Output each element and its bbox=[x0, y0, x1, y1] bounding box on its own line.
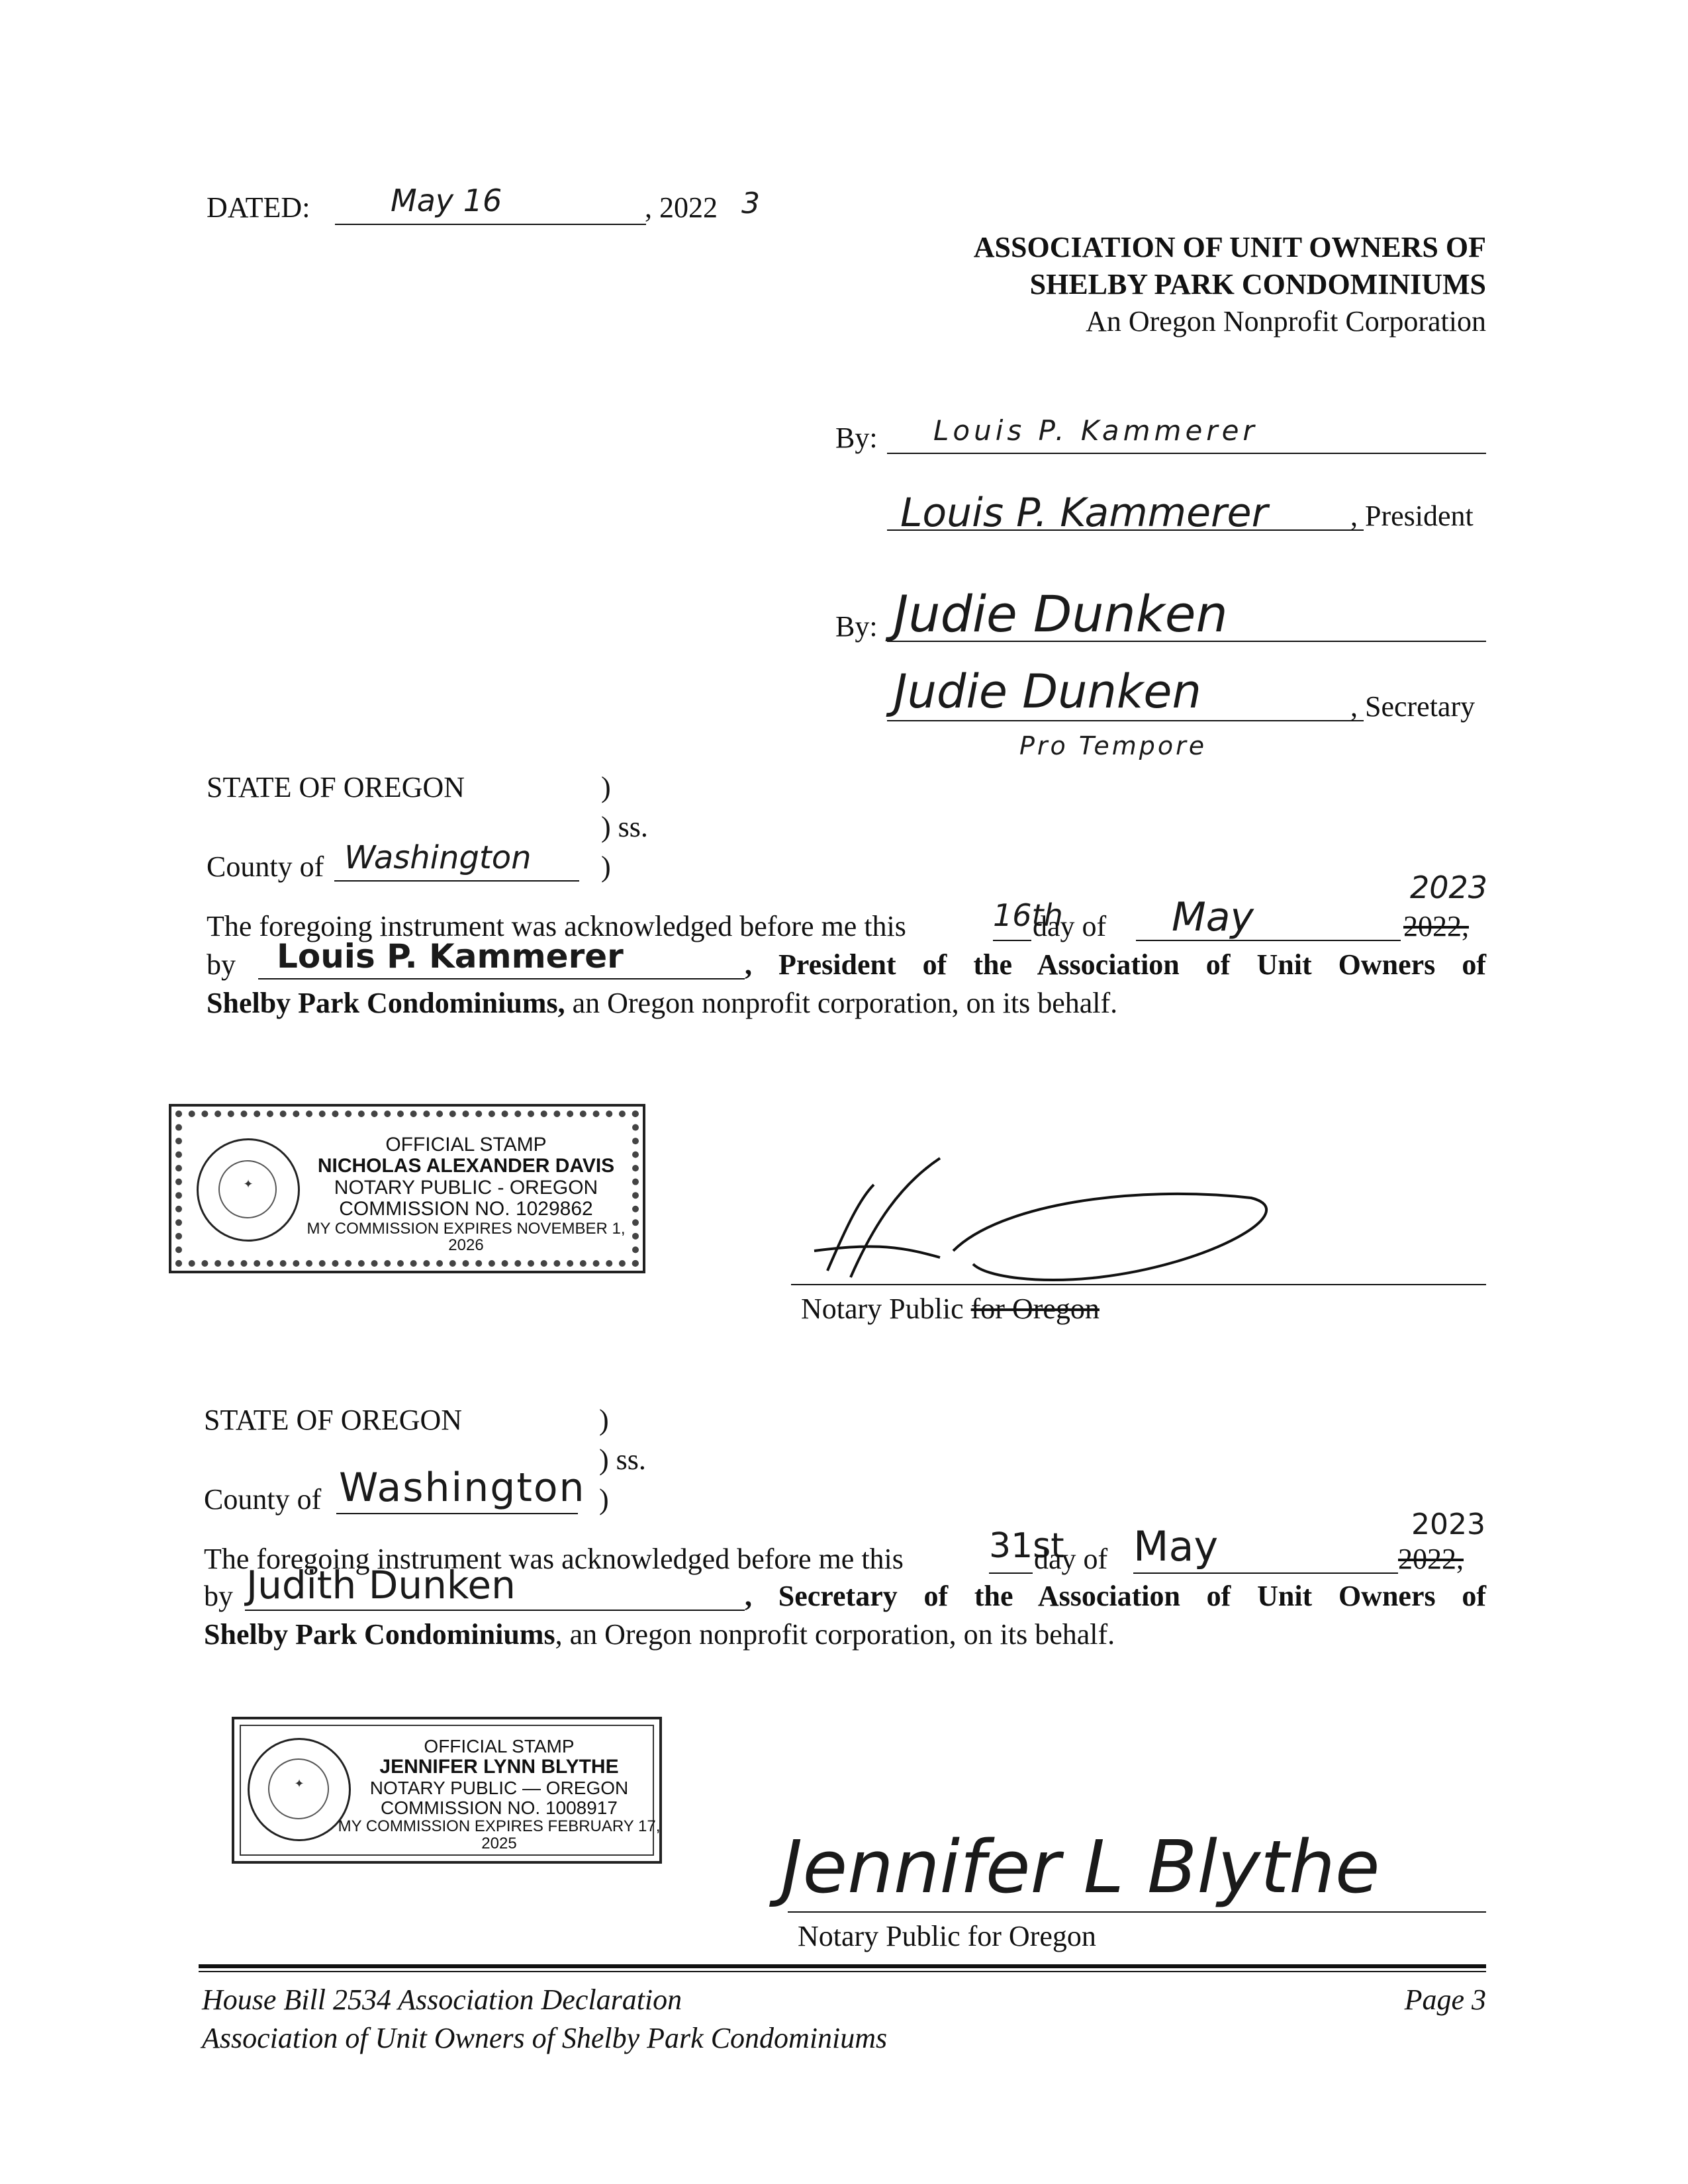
ack1-county-label: County of bbox=[207, 850, 324, 883]
dated-year-correction: 3 bbox=[741, 187, 760, 220]
dated-handwritten-date: May 16 bbox=[391, 183, 502, 218]
ack2-ss: ) ss. bbox=[599, 1443, 646, 1476]
stamp2-line4: COMMISSION NO. 1008917 bbox=[381, 1797, 618, 1818]
ack1-county-line bbox=[334, 880, 579, 882]
notary1-line bbox=[791, 1284, 1486, 1285]
stamp2-line5: MY COMMISSION EXPIRES FEBRUARY 17, 2025 bbox=[338, 1817, 661, 1852]
ack1-paren1: ) bbox=[601, 771, 611, 803]
ack1-county-value: Washington bbox=[344, 839, 532, 876]
ack1-name-line bbox=[258, 978, 745, 979]
ack1-year-struck: 2022, bbox=[1403, 910, 1469, 942]
pro-tempore: Pro Tempore bbox=[1019, 731, 1207, 760]
dated-year: , 2022 bbox=[645, 191, 718, 224]
ack2-month-line bbox=[1133, 1572, 1398, 1574]
ack2-state: STATE OF OREGON bbox=[204, 1404, 463, 1436]
stamp2-line1: OFFICIAL STAMP bbox=[424, 1736, 575, 1756]
ack2-dayof: day of bbox=[1034, 1543, 1108, 1575]
ack2-county-line bbox=[336, 1513, 578, 1514]
ack1-dayof: day of bbox=[1033, 910, 1107, 942]
notary1-label bbox=[801, 1295, 1100, 1324]
notary2-line bbox=[788, 1911, 1486, 1913]
notary2-signature: Jennifer L Blythe bbox=[781, 1825, 1380, 1909]
notary2-label: Notary Public for Oregon bbox=[798, 1920, 1096, 1952]
ack2-year-handwritten: 2023 bbox=[1411, 1508, 1485, 1541]
ack2-line1-text: The foregoing instrument was acknowledged before me this bbox=[204, 1543, 904, 1575]
president-title: , President bbox=[1350, 500, 1474, 532]
footer-line1: House Bill 2534 Association Declaration bbox=[202, 1983, 682, 2016]
state-seal-icon: ✦ bbox=[248, 1738, 351, 1841]
ack2-name-value: Judith Dunken bbox=[246, 1563, 516, 1608]
ack2-line3-bold: Shelby Park Condominiums bbox=[204, 1618, 555, 1651]
association-line2: SHELBY PARK CONDOMINIUMS bbox=[1029, 268, 1486, 300]
ack2-county-value: Washington bbox=[339, 1465, 586, 1511]
ack1-line3 bbox=[207, 989, 1117, 1018]
ack2-county-label: County of bbox=[204, 1483, 322, 1516]
ack1-line3-bold: Shelby Park Condominiums, bbox=[207, 987, 565, 1019]
ack2-line3-rest: , an Oregon nonprofit corporation, on its behalf. bbox=[555, 1618, 1115, 1651]
footer-rule-thin bbox=[199, 1971, 1486, 1972]
stamp1-line5: MY COMMISSION EXPIRES NOVEMBER 1, 2026 bbox=[306, 1219, 626, 1255]
secretary-printed-name: Judie Dunken bbox=[894, 664, 1201, 719]
stamp1-line4: COMMISSION NO. 1029862 bbox=[339, 1198, 593, 1220]
president-signature: Louis P. Kammerer bbox=[900, 490, 1268, 536]
ack2-year-struck: 2022, bbox=[1398, 1543, 1464, 1575]
ack1-month-value: May bbox=[1172, 894, 1254, 940]
association-line3: An Oregon Nonprofit Corporation bbox=[1086, 305, 1486, 338]
stamp1-line1: OFFICIAL STAMP bbox=[385, 1134, 547, 1156]
ack1-line3-rest: an Oregon nonprofit corporation, on its behalf. bbox=[565, 987, 1118, 1019]
ack1-day-line bbox=[993, 940, 1031, 941]
ack2-role: , Secretary of the Association of Unit Owners of bbox=[745, 1580, 1486, 1612]
ack2-paren3: ) bbox=[599, 1483, 609, 1516]
ack2-day-line bbox=[989, 1572, 1033, 1574]
stamp1-line2: NICHOLAS ALEXANDER DAVIS bbox=[317, 1155, 615, 1177]
president-by-line bbox=[887, 453, 1486, 454]
ack1-name-value: Louis P. Kammerer bbox=[277, 937, 624, 976]
footer-rule-thick bbox=[199, 1964, 1486, 1968]
ack1-ss: ) ss. bbox=[601, 811, 648, 843]
ack1-role: , President of the Association of Unit Owners of bbox=[745, 948, 1486, 981]
secretary-by-label: By: bbox=[835, 610, 878, 643]
dated-label: DATED: bbox=[207, 191, 310, 224]
ack2-month-value: May bbox=[1133, 1522, 1219, 1570]
stamp2-line3: NOTARY PUBLIC — OREGON bbox=[369, 1777, 629, 1798]
secretary-title: , Secretary bbox=[1350, 690, 1476, 723]
footer-line2: Association of Unit Owners of Shelby Park Condominiums bbox=[202, 2022, 888, 2054]
stamp2-line2: JENNIFER LYNN BLYTHE bbox=[379, 1756, 619, 1778]
ack1-year-handwritten: 2023 bbox=[1410, 870, 1488, 905]
notary1-signature bbox=[788, 1145, 1304, 1304]
ack1-day-value: 16th bbox=[993, 897, 1063, 933]
ack2-by-label: by bbox=[204, 1580, 233, 1612]
ack2-line3 bbox=[204, 1620, 1115, 1649]
ack1-line1-text: The foregoing instrument was acknowledged before me this bbox=[207, 910, 906, 942]
association-line1: ASSOCIATION OF UNIT OWNERS OF bbox=[973, 231, 1486, 263]
footer-page: Page 3 bbox=[1404, 1983, 1486, 2016]
notary1-label-a: Notary Public bbox=[801, 1293, 971, 1325]
secretary-printed-line bbox=[887, 720, 1364, 721]
notary1-label-struck: for Oregon bbox=[970, 1293, 1100, 1325]
secretary-signature: Judie Dunken bbox=[894, 584, 1228, 643]
ack2-day-value: 31st bbox=[989, 1526, 1064, 1566]
ack2-paren1: ) bbox=[599, 1404, 609, 1436]
ack1-paren3: ) bbox=[601, 850, 611, 883]
ack1-by-label: by bbox=[207, 948, 236, 981]
president-by-label: By: bbox=[835, 422, 878, 454]
official-stamp-2 bbox=[232, 1717, 662, 1864]
president-printed-name: Louis P. Kammerer bbox=[933, 414, 1258, 447]
stamp1-line3: NOTARY PUBLIC - OREGON bbox=[334, 1176, 598, 1199]
ack1-state: STATE OF OREGON bbox=[207, 771, 465, 803]
state-seal-icon: ✦ bbox=[197, 1138, 300, 1242]
ack2-name-line bbox=[245, 1610, 745, 1611]
official-stamp-1 bbox=[169, 1104, 645, 1273]
dated-underline bbox=[335, 224, 646, 225]
